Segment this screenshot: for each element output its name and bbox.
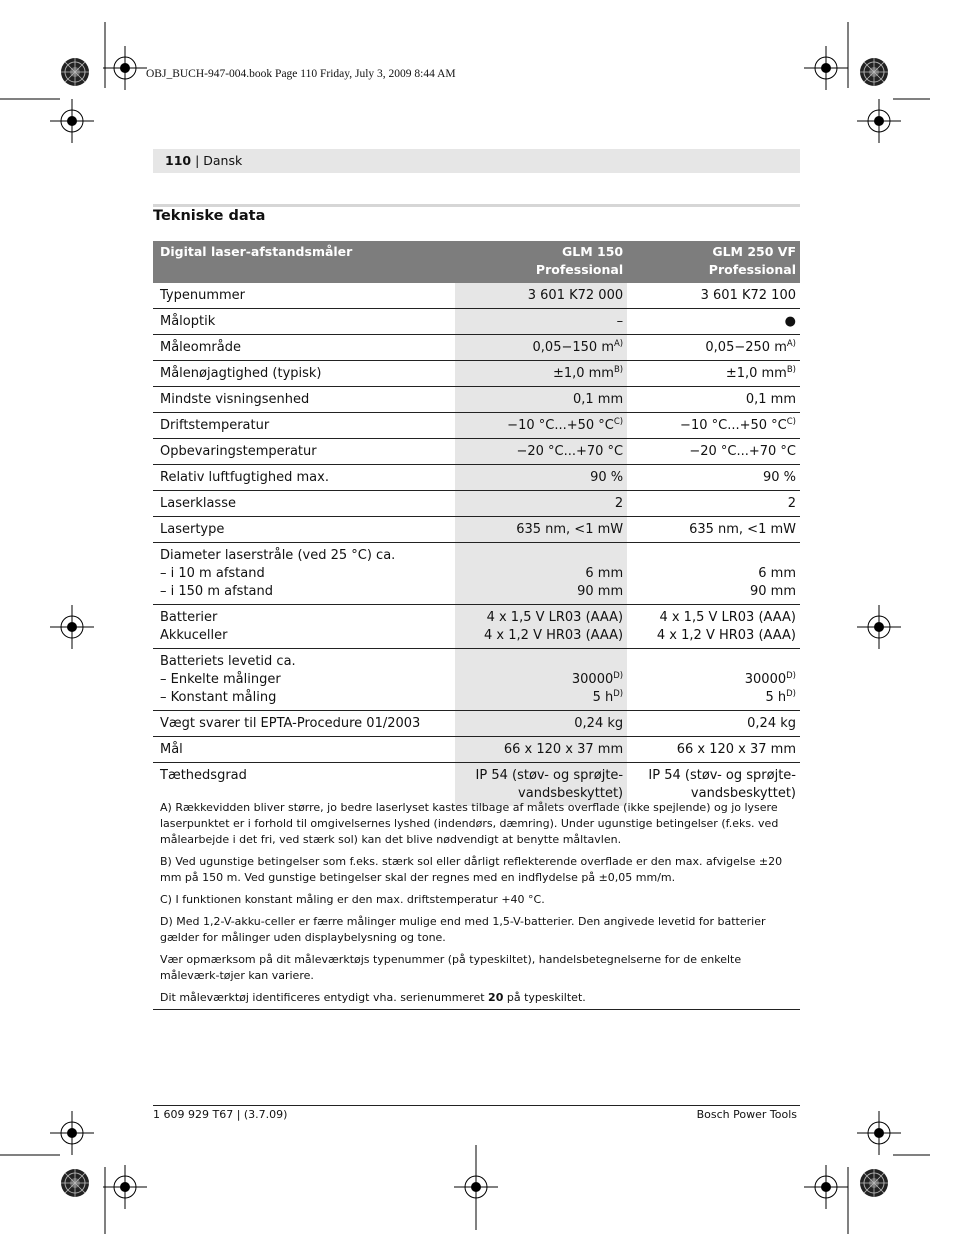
spec-value-glm150-text: ±1,0 mm <box>552 366 614 381</box>
spec-value-glm150 <box>455 465 627 491</box>
spec-value-glm250-text: 30000 <box>744 672 787 687</box>
spec-label-text: Typenummer <box>160 288 246 303</box>
spec-value-glm250-text <box>792 654 796 669</box>
spec-value-glm250-text: 0,05−250 m <box>705 340 787 355</box>
spec-label-text: Måloptik <box>160 314 216 329</box>
spec-value-glm150 <box>455 309 627 335</box>
spec-value-glm150-text: 0,1 mm <box>572 392 624 407</box>
spec-value-glm250-text: 90 % <box>762 470 796 485</box>
spec-value-glm250-text: 0,1 mm <box>745 392 796 407</box>
spec-value-glm150-text: −10 °C...+50 °C <box>507 418 614 433</box>
spec-value-glm150 <box>455 711 627 737</box>
spec-value-glm150-text: – <box>616 314 624 329</box>
footnote-a: A) Rækkevidden bliver større, jo bedre laserlyset kastes tilbage af målets overflade (ikke spejlende) og jo lysere laserpunktet er i forhold til omgivelsernes lyshed (indendørs, dæmring). Under ugunstige betingelser (f.eks. ved målearbejde i det fri, ved stærk sol) kan det blive nødvendigt at benytte måltavlen. <box>160 801 779 846</box>
spec-label-text: Vægt svarer til EPTA-Procedure 01/2003 <box>160 716 421 731</box>
spec-label <box>153 517 455 543</box>
footnote-ref: A) <box>613 339 624 349</box>
spec-label-text: Laserklasse <box>160 496 236 511</box>
spec-value-glm250-text: vandsbeskyttet) <box>690 786 796 801</box>
spec-label-text: – i 10 m afstand <box>160 566 265 581</box>
spec-label-text: Batterier <box>160 610 218 625</box>
footnote-ref: B) <box>613 365 624 375</box>
spec-value-glm150-text <box>619 654 623 669</box>
spec-value-glm150-text: 4 x 1,2 V HR03 (AAA) <box>484 628 624 643</box>
spec-label-text: Tæthedsgrad <box>160 768 247 783</box>
spec-value-glm250-text: 5 h <box>765 690 787 705</box>
spec-value-glm150-text: 66 x 120 x 37 mm <box>503 742 624 757</box>
spec-label <box>153 387 455 413</box>
spec-value-glm150-text: 2 <box>614 496 624 511</box>
spec-value-glm250 <box>627 491 800 517</box>
spec-value-glm150-text: 0,05−150 m <box>532 340 614 355</box>
spec-label <box>153 309 455 335</box>
spec-value-glm150-text: 90 mm <box>577 584 624 599</box>
section-title: Tekniske data <box>153 208 266 224</box>
footnote-ref: D) <box>786 671 796 681</box>
spec-label-text: Mål <box>160 742 183 757</box>
spec-value-glm150-text <box>619 548 623 563</box>
spec-value-glm150-text: 30000 <box>571 672 614 687</box>
table-row <box>153 517 800 543</box>
spec-value-glm250-text: 4 x 1,2 V HR03 (AAA) <box>656 628 796 643</box>
spec-value-glm150-text: 0,24 kg <box>574 716 624 731</box>
spec-value-glm150-text: 635 nm, <1 mW <box>516 522 624 537</box>
spec-value-glm250-text: 66 x 120 x 37 mm <box>676 742 796 757</box>
header-glm150 <box>455 241 627 283</box>
spec-value-glm150-text: vandsbeskyttet) <box>518 786 624 801</box>
spec-value-glm250 <box>627 361 800 387</box>
header-glm250-label: GLM 250 VF Professional <box>708 244 796 277</box>
spec-value-glm250-text: 4 x 1,5 V LR03 (AAA) <box>659 610 796 625</box>
spec-value-glm150 <box>455 439 627 465</box>
spec-value-glm250-text: ±1,0 mm <box>725 366 787 381</box>
spec-label <box>153 491 455 517</box>
spec-label <box>153 649 455 711</box>
page-header-bar <box>153 149 800 173</box>
spec-value-glm250-text: ● <box>784 314 796 329</box>
spec-label-text: Akkuceller <box>160 628 228 643</box>
spec-value-glm250-text: IP 54 (støv- og sprøjte- <box>648 768 796 783</box>
spec-label <box>153 737 455 763</box>
footnote-ref: A) <box>786 339 796 349</box>
spec-label-text: Mindste visningsenhed <box>160 392 310 407</box>
page-header <box>165 153 242 168</box>
spec-value-glm150 <box>455 737 627 763</box>
spec-label-text: – Enkelte målinger <box>160 672 281 687</box>
spec-value-glm250-text: 90 mm <box>749 584 796 599</box>
spec-value-glm250 <box>627 737 800 763</box>
spec-label-text: Driftstemperatur <box>160 418 270 433</box>
spec-label-text: – Konstant måling <box>160 690 277 705</box>
spec-value-glm250 <box>627 711 800 737</box>
header-glm250 <box>627 241 800 283</box>
spec-value-glm250 <box>627 283 800 309</box>
note-serial-text-2: på typeskiltet. <box>503 991 586 1004</box>
spec-value-glm250-text <box>792 548 796 563</box>
spec-value-glm150-text: 3 601 K72 000 <box>527 288 624 303</box>
spec-table <box>153 241 800 806</box>
spec-value-glm150-text: 5 h <box>592 690 614 705</box>
spec-value-glm250-text: 635 nm, <1 mW <box>689 522 796 537</box>
note-type-number: Vær opmærksom på dit måleværktøjs typenummer (på typeskiltet), handelsbetegnelserne for de enkelte måleværk-tøjer kan variere. <box>160 953 742 982</box>
spec-value-glm150 <box>455 517 627 543</box>
header-separator: | <box>191 153 204 168</box>
spec-value-glm150 <box>455 491 627 517</box>
spec-label <box>153 439 455 465</box>
spec-label-text: Målenøjagtighed (typisk) <box>160 366 322 381</box>
spec-label-text: Lasertype <box>160 522 225 537</box>
spec-value-glm250-text: 0,24 kg <box>747 716 796 731</box>
note-serial-number <box>160 990 796 1006</box>
spec-value-glm250 <box>627 387 800 413</box>
footer-doc-number: 1 609 929 T67 | (3.7.09) <box>153 1108 288 1121</box>
spec-value-glm150 <box>455 387 627 413</box>
spec-label-text: Diameter laserstråle (ved 25 °C) ca. <box>160 548 396 563</box>
spec-label-text: Batteriets levetid ca. <box>160 654 296 669</box>
spec-value-glm150-text: 6 mm <box>585 566 624 581</box>
note-serial-text-1: Dit måleværktøj identificeres entydigt vha. serienummeret <box>160 991 489 1004</box>
table-row <box>153 649 800 711</box>
page-number: 110 <box>165 153 192 168</box>
footnote-ref: B) <box>786 365 796 375</box>
spec-value-glm250 <box>627 649 800 711</box>
footnote-ref: C) <box>613 417 624 427</box>
header-product <box>153 241 455 283</box>
spec-table-header <box>153 241 800 283</box>
spec-value-glm250 <box>627 335 800 361</box>
footnotes-rule <box>153 1009 800 1010</box>
table-row <box>153 543 800 605</box>
table-row <box>153 439 800 465</box>
footnote-ref: D) <box>786 689 796 699</box>
spec-value-glm250-text: 3 601 K72 100 <box>700 288 796 303</box>
table-row <box>153 387 800 413</box>
spec-label-text: Opbevaringstemperatur <box>160 444 317 459</box>
spec-label <box>153 465 455 491</box>
spec-value-glm150 <box>455 543 627 605</box>
spec-value-glm250 <box>627 309 800 335</box>
table-row <box>153 465 800 491</box>
footnote-d: D) Med 1,2-V-akku-celler er færre målinger mulige end med 1,5-V-batterier. Den angivede levetid for batterier gælder for målinger uden displaybelysning og tone. <box>160 915 766 944</box>
spec-value-glm250-text: 6 mm <box>758 566 796 581</box>
table-row <box>153 335 800 361</box>
spec-value-glm150 <box>455 413 627 439</box>
footer-rule <box>153 1105 800 1106</box>
table-row <box>153 309 800 335</box>
footnotes <box>160 800 796 1012</box>
spec-value-glm150-text: −20 °C...+70 °C <box>516 444 624 459</box>
spec-value-glm250 <box>627 465 800 491</box>
spec-label-text: Måleområde <box>160 340 241 355</box>
spec-table-body <box>153 283 800 806</box>
spec-value-glm150 <box>455 649 627 711</box>
table-row <box>153 711 800 737</box>
spec-value-glm250-text: −20 °C...+70 °C <box>689 444 796 459</box>
table-row <box>153 283 800 309</box>
spec-value-glm150 <box>455 605 627 649</box>
spec-label <box>153 605 455 649</box>
spec-value-glm250 <box>627 605 800 649</box>
footnote-ref: C) <box>786 417 796 427</box>
spec-value-glm150 <box>455 283 627 309</box>
spec-value-glm150-text: IP 54 (støv- og sprøjte- <box>475 768 624 783</box>
spec-value-glm150-text: 4 x 1,5 V LR03 (AAA) <box>486 610 624 625</box>
spec-label <box>153 543 455 605</box>
footnote-ref: D) <box>613 671 624 681</box>
spec-value-glm150 <box>455 335 627 361</box>
spec-label <box>153 711 455 737</box>
spec-value-glm250 <box>627 543 800 605</box>
header-language: Dansk <box>203 153 243 168</box>
spec-label-text: – i 150 m afstand <box>160 584 273 599</box>
footnote-ref: D) <box>613 689 624 699</box>
spec-label <box>153 283 455 309</box>
spec-label <box>153 413 455 439</box>
spec-label <box>153 335 455 361</box>
table-row <box>153 491 800 517</box>
table-row <box>153 605 800 649</box>
spec-value-glm150 <box>455 361 627 387</box>
spec-value-glm250-text: −10 °C...+50 °C <box>680 418 787 433</box>
spec-label-text: Relativ luftfugtighed max. <box>160 470 329 485</box>
spec-value-glm150-text: 90 % <box>590 470 624 485</box>
header-product-label: Digital laser-afstandsmåler <box>160 244 353 259</box>
spec-value-glm250 <box>627 517 800 543</box>
footer-brand: Bosch Power Tools <box>696 1108 797 1121</box>
table-row <box>153 413 800 439</box>
spec-value-glm250 <box>627 439 800 465</box>
section-rule <box>153 204 800 207</box>
table-row <box>153 361 800 387</box>
spec-value-glm250-text: 2 <box>787 496 796 511</box>
table-row <box>153 737 800 763</box>
footnote-b: B) Ved ugunstige betingelser som f.eks. stærk sol eller dårligt reflekterende overflade er den max. afvigelse ±20 mm på 150 m. Ved gunstige betingelser skal der regnes med en indflydelse på ±0,05 mm/m. <box>160 855 783 884</box>
spec-value-glm250 <box>627 413 800 439</box>
spec-label <box>153 361 455 387</box>
note-serial-ref: 20 <box>488 991 504 1004</box>
footnote-c: C) I funktionen konstant måling er den max. driftstemperatur +40 °C. <box>160 893 545 906</box>
printer-slug-line: OBJ_BUCH-947-004.book Page 110 Friday, July 3, 2009 8:44 AM <box>146 68 456 80</box>
header-glm150-label: GLM 150 Professional <box>535 244 624 277</box>
